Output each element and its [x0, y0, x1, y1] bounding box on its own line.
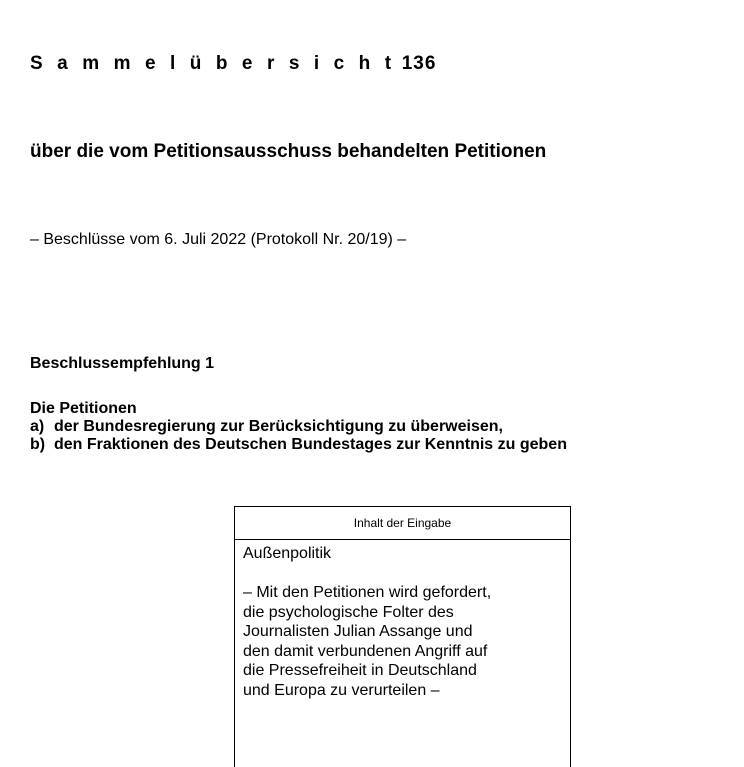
petition-table — [234, 506, 571, 767]
petition-topic: Außenpolitik — [243, 545, 332, 562]
title-number: 136 — [401, 53, 437, 74]
table-header: Inhalt der Eingabe — [235, 507, 570, 540]
item-letter: a) — [30, 418, 45, 435]
item-letter: b) — [30, 436, 46, 453]
recommendation-body — [30, 400, 567, 454]
petition-text-line: den damit verbundenen Angriff auf — [243, 642, 488, 660]
recommendation-heading: Beschlussempfehlung 1 — [30, 355, 215, 372]
recommendation-item-b — [30, 436, 567, 454]
table-cell-content — [235, 540, 570, 700]
petition-text-line: und Europa zu verurteilen – — [243, 681, 440, 699]
document-title — [30, 53, 436, 75]
petition-text-line: – Mit den Petitionen wird gefordert, — [243, 584, 492, 601]
petition-text-line: Journalisten Julian Assange und — [243, 623, 473, 640]
title-text: S a m m e l ü b e r s i c h t — [30, 53, 396, 74]
item-text: den Fraktionen des Deutschen Bundestages zur Kenntnis zu geben — [54, 436, 567, 453]
recommendation-item-a — [30, 418, 567, 436]
petition-text-line: die Pressefreiheit in Deutschland — [243, 662, 477, 679]
document-subtitle: über die vom Petitionsausschuss behandelten Petitionen — [30, 141, 547, 162]
session-line: – Beschlüsse vom 6. Juli 2022 (Protokoll Nr. 20/19) – — [30, 231, 407, 248]
petition-text-line: die psychologische Folter des — [243, 603, 454, 621]
item-text: der Bundesregierung zur Berücksichtigung zu überweisen, — [54, 418, 503, 435]
recommendation-intro: Die Petitionen — [30, 400, 137, 417]
